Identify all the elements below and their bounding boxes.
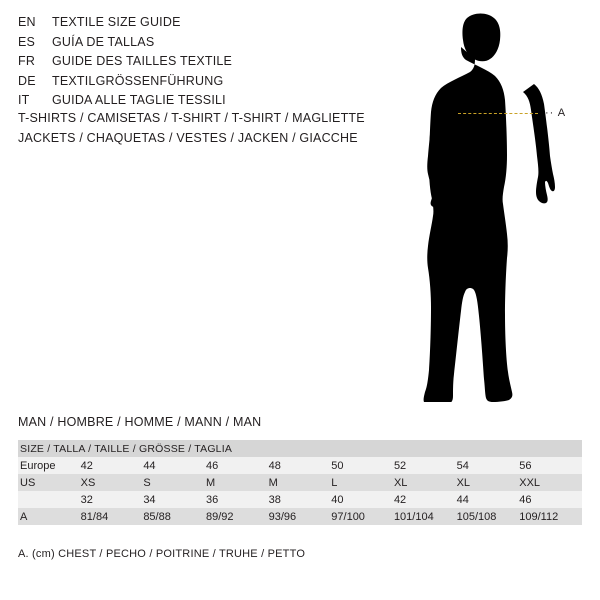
table-footnote: A. (cm) CHEST / PECHO / POITRINE / TRUHE / PETTO: [18, 548, 306, 560]
cell-us-2: S: [143, 474, 206, 491]
cell-numeric-6: 42: [394, 491, 457, 508]
cell-a-4: 93/96: [269, 508, 332, 525]
table-row: [18, 457, 582, 474]
cell-us-7: XL: [457, 474, 520, 491]
language-row-en: [18, 15, 378, 35]
cell-a-8: 109/112: [519, 508, 582, 525]
language-code-it: IT: [18, 93, 30, 107]
language-text-es: GUÍA DE TALLAS: [52, 34, 155, 49]
language-text-de: TEXTILGRÖSSENFÜHRUNG: [52, 73, 224, 88]
language-code-es: ES: [18, 34, 36, 49]
table-row: [18, 491, 582, 508]
table-title-man: MAN / HOMBRE / HOMME / MANN / MAN: [18, 415, 262, 429]
cell-europe-8: 56: [519, 457, 582, 474]
row-label-us: US: [18, 474, 81, 491]
language-row-de: [18, 74, 378, 94]
cell-numeric-5: 40: [331, 491, 394, 508]
cell-a-6: 101/104: [394, 508, 457, 525]
language-text-en: TEXTILE SIZE GUIDE: [52, 15, 181, 29]
cell-numeric-7: 44: [457, 491, 520, 508]
cell-us-8: XXL: [519, 474, 582, 491]
cell-us-5: L: [331, 474, 394, 491]
cell-a-5: 97/100: [331, 508, 394, 525]
chest-measure-label: ·· A: [545, 107, 567, 119]
cell-a-3: 89/92: [206, 508, 269, 525]
cell-numeric-3: 36: [206, 491, 269, 508]
cell-a-1: 81/84: [81, 508, 144, 525]
cell-us-3: M: [206, 474, 269, 491]
size-table: [18, 440, 582, 525]
table-row: [18, 474, 582, 491]
language-header-block: [18, 15, 378, 113]
language-row-fr: [18, 54, 378, 74]
language-text-it: GUIDA ALLE TAGLIE TESSILI: [52, 93, 226, 107]
language-row-it: [18, 93, 378, 113]
cell-us-4: M: [269, 474, 332, 491]
table-header-label: SIZE / TALLA / TAILLE / GRÖSSE / TAGLIA: [18, 440, 582, 457]
cell-europe-5: 50: [331, 457, 394, 474]
cell-a-2: 85/88: [143, 508, 206, 525]
silhouette-icon: [405, 12, 590, 402]
cell-a-7: 105/108: [457, 508, 520, 525]
cell-europe-1: 42: [81, 457, 144, 474]
cell-numeric-4: 38: [269, 491, 332, 508]
cell-numeric-8: 46: [519, 491, 582, 508]
cell-europe-3: 46: [206, 457, 269, 474]
cell-us-6: XL: [394, 474, 457, 491]
table-row: [18, 508, 582, 525]
cell-europe-7: 54: [457, 457, 520, 474]
table-header-row: [18, 440, 582, 457]
cell-europe-4: 48: [269, 457, 332, 474]
category-tshirts: T-SHIRTS / CAMISETAS / T-SHIRT / T-SHIRT / MAGLIETTE: [18, 111, 365, 125]
language-code-fr: FR: [18, 54, 36, 68]
language-code-en: EN: [18, 15, 36, 29]
category-jackets: JACKETS / CHAQUETAS / VESTES / JACKEN / GIACCHE: [18, 130, 358, 145]
language-text-fr: GUIDE DES TAILLES TEXTILE: [52, 54, 233, 68]
language-code-de: DE: [18, 73, 36, 88]
cell-europe-2: 44: [143, 457, 206, 474]
male-silhouette-figure: [405, 12, 590, 402]
cell-europe-6: 52: [394, 457, 457, 474]
row-label-europe: Europe: [18, 457, 81, 474]
cell-numeric-2: 34: [143, 491, 206, 508]
cell-numeric-1: 32: [81, 491, 144, 508]
row-label-a: A: [18, 508, 81, 525]
category-block: [18, 111, 365, 150]
language-row-es: [18, 35, 378, 55]
cell-us-1: XS: [81, 474, 144, 491]
row-label-numeric: [18, 491, 81, 508]
chest-measure-line: [458, 113, 538, 114]
